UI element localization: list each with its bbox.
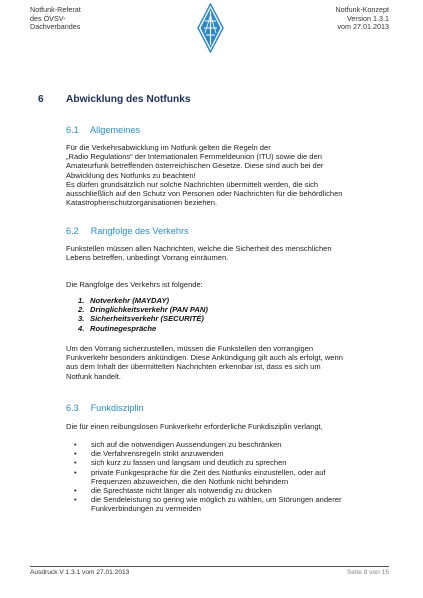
bullet-icon: • (74, 440, 77, 449)
subsection-number: 6.2 (66, 226, 79, 236)
list-item: 2. Dringlichkeitsverkehr (PAN PAN) (78, 305, 208, 315)
ovsv-diamond-logo-icon (197, 3, 224, 53)
list-item: • sich auf die notwendigen Aussendungen zu beschränken (74, 440, 282, 449)
footer-page-number: Seite 8 von 15 (346, 569, 389, 576)
text-line: Für die Verkehrsabwicklung im Notfunk gelten die Regeln der (66, 143, 271, 152)
text-line: aus dem Inhalt der übermittelten Nachrichten erkennbar ist, dass es sich um (66, 362, 321, 372)
subsection-title: Funkdisziplin (90, 403, 144, 413)
list-item: 3. Sicherheitsverkehr (SECURITÉ) (78, 314, 204, 324)
header-left (30, 6, 81, 32)
subsection-heading-6-3 (66, 403, 144, 413)
header-right-line: Version 1.3.1 (347, 13, 389, 23)
bullet-icon: • (74, 495, 77, 505)
text-line: ausschließlich auf den Schutz von Personen oder Nachrichten für die behördlichen (66, 189, 343, 199)
header-right-line: Notfunk-Konzept (335, 5, 389, 14)
paragraph-general (66, 143, 396, 207)
paragraph-discipline-intro (66, 422, 396, 431)
list-item: • sich kurz zu fassen und langsam und deutlich zu sprechen (74, 458, 287, 468)
header-right-line: vom 27.01.2013 (337, 22, 389, 32)
list-item: • private Funkgespräche für die Zeit des Notfunks einzustellen, oder auf Frequenzen abzuweichen, die den Notfunk nicht behindern (74, 467, 326, 486)
header-left-line: Notfunk-Referat (30, 5, 81, 14)
text-line: Lebens betreffen, unbedingt Vorrang einräumen. (66, 253, 229, 263)
subsection-heading-6-1 (66, 125, 140, 135)
header-left-line: Dachverbandes (30, 22, 81, 32)
text-line: Die für einen reibungslosen Funkverkehr erforderliche Funkdisziplin verlangt, (66, 422, 323, 431)
priority-list (78, 296, 208, 333)
text-line: Die Rangfolge des Verkehrs ist folgende: (66, 280, 203, 289)
text-line: Es dürfen grundsätzlich nur solche Nachrichten übermittelt werden, die sich (66, 179, 319, 189)
subsection-title: Allgemeines (90, 125, 141, 135)
footer-print-info: Ausdruck V 1.3.1 vom 27.01.2013 (30, 569, 130, 576)
header-left-line: des ÖVSV- (30, 13, 66, 23)
text-line: Amateurfunk betreffenden österreichischen Gesetze. Diese sind auch bei der (66, 161, 324, 171)
section-title: Abwicklung des Notfunks (66, 94, 191, 105)
footer-divider (30, 566, 389, 567)
list-item: • die Verfahrensregeln strikt anzuwenden (74, 449, 224, 459)
subsection-title: Rangfolge des Verkehrs (90, 226, 189, 236)
list-item: 4. Routinegespräche (78, 323, 157, 333)
text-line: Funkstellen müssen allen Nachrichten, welche die Sicherheit des menschlichen (66, 244, 332, 253)
discipline-list (74, 440, 341, 514)
list-item: • die Sendeleistung so gering wie möglich zu wählen, um Störungen anderer Funkverbindungen zu vermeiden (74, 495, 342, 514)
bullet-icon: • (74, 458, 77, 468)
subsection-number: 6.1 (66, 125, 79, 135)
bullet-icon: • (74, 486, 77, 496)
text-line: Abwicklung des Notfunks zu beachten! (66, 170, 196, 180)
text-line: „Radio Regulations“ der Internationalen Fernmeldeunion (ITU) sowie die den (66, 152, 322, 162)
bullet-icon: • (74, 467, 77, 477)
paragraph-order-intro (66, 280, 396, 289)
subsection-heading-6-2 (66, 226, 189, 236)
header-right (335, 6, 389, 32)
paragraph-priority-intro (66, 244, 396, 262)
text-line: Funkverkehr besonders ankündigen. Diese Ankündigung gilt auch als erfolgt, wenn (66, 353, 343, 363)
section-number: 6 (38, 94, 44, 105)
text-line: Um den Vorrang sicherzustellen, müssen die Funkstellen den vorrangigen (66, 344, 314, 353)
list-item: • die Sprechtaste nicht länger als notwendig zu drücken (74, 486, 272, 496)
paragraph-priority-outro (66, 344, 396, 381)
bullet-icon: • (74, 449, 77, 459)
text-line: Notfunk handelt. (66, 371, 121, 381)
subsection-number: 6.3 (66, 403, 79, 413)
text-line: Katastrophenschutzorganisationen beziehen. (66, 198, 218, 208)
list-item: 1. Notverkehr (MAYDAY) (78, 296, 170, 305)
